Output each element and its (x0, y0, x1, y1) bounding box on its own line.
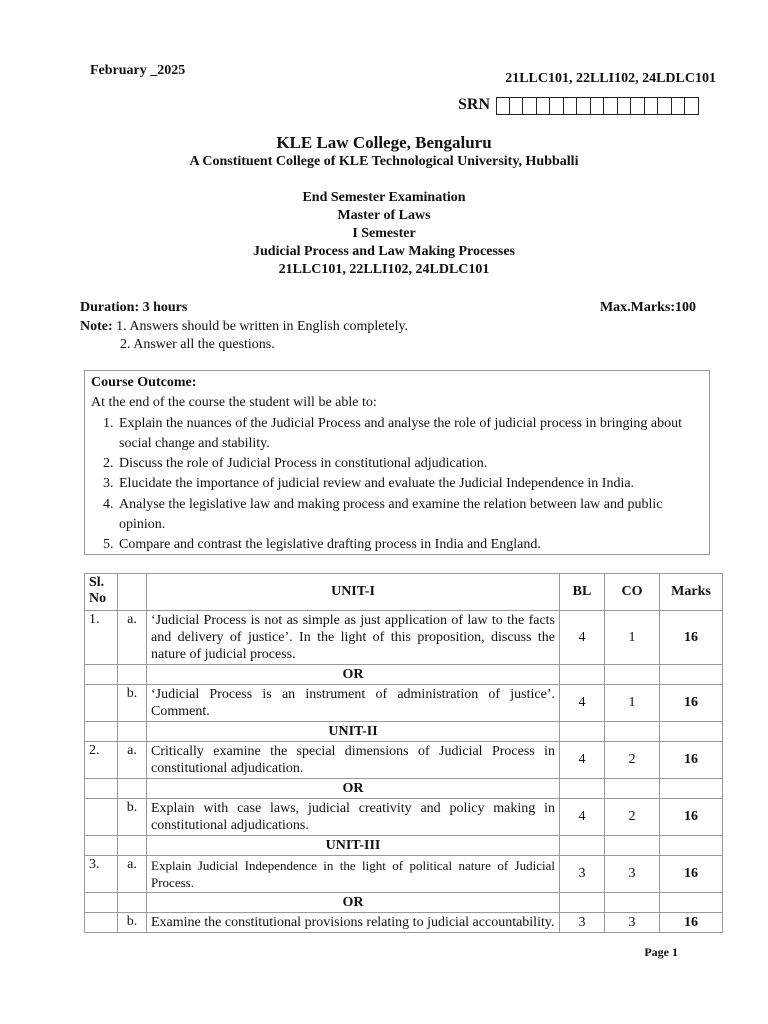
unit-row (85, 722, 723, 742)
question-text: ‘Judicial Process is not as simple as just application of law to the facts and delivery of justice’. In the light of this proposition, discuss the nature of judicial process. (147, 611, 560, 665)
duration: Duration: 3 hours (80, 300, 188, 315)
question-sub: a. (118, 742, 147, 779)
table-row (85, 611, 723, 665)
question-co: 2 (605, 742, 660, 779)
exam-title: End Semester Examination (302, 190, 466, 205)
college-name: KLE Law College, Bengaluru (276, 133, 492, 152)
header-sub (118, 574, 147, 611)
course-outcome-intro: At the end of the course the student will be able to: (91, 395, 377, 411)
course-outcome-item: 2. Discuss the role of Judicial Process in constitutional adjudication. (117, 454, 703, 474)
table-header-row (85, 574, 723, 611)
table-row (85, 856, 723, 893)
college-affiliation: A Constituent College of KLE Technological University, Hubballi (189, 154, 579, 169)
question-table (84, 573, 723, 933)
srn-box (591, 97, 605, 115)
question-sub: b. (118, 685, 147, 722)
note-item-2: 2. Answer all the questions. (120, 337, 275, 352)
srn-box (496, 97, 510, 115)
course-outcome-box (84, 370, 710, 555)
question-marks: 16 (660, 799, 723, 836)
exam-semester: I Semester (352, 226, 416, 241)
course-outcome-item: 4. Analyse the legislative law and making process and examine the relation between law and public opinion. (117, 495, 703, 536)
question-text: Explain with case laws, judicial creativity and policy making in constitutional adjudications. (147, 799, 560, 836)
exam-program: Master of Laws (337, 208, 431, 223)
question-bl: 4 (560, 742, 605, 779)
question-text: Examine the constitutional provisions relating to judicial accountability. (147, 913, 560, 933)
exam-date: February _2025 (90, 63, 186, 78)
question-co: 2 (605, 799, 660, 836)
srn-box (564, 97, 578, 115)
unit-row (85, 836, 723, 856)
srn-box (658, 97, 672, 115)
or-row (85, 665, 723, 685)
srn-box (577, 97, 591, 115)
srn-box (523, 97, 537, 115)
srn-box (645, 97, 659, 115)
question-sub: b. (118, 799, 147, 836)
question-sub: a. (118, 856, 147, 893)
question-co: 3 (605, 913, 660, 933)
srn-label: SRN (458, 96, 491, 113)
question-co: 3 (605, 856, 660, 893)
question-bl: 4 (560, 685, 605, 722)
or-label: OR (147, 665, 560, 685)
table-row (85, 685, 723, 722)
question-bl: 4 (560, 799, 605, 836)
unit-2-heading: UNIT-II (147, 722, 560, 742)
question-bl: 3 (560, 856, 605, 893)
question-marks: 16 (660, 685, 723, 722)
srn-box (537, 97, 551, 115)
course-outcome-item: 3. Elucidate the importance of judicial review and evaluate the Judicial Independence in India. (117, 474, 703, 494)
question-text: Critically examine the special dimensions of Judicial Process in constitutional adjudication. (147, 742, 560, 779)
srn-box (685, 97, 699, 115)
course-outcome-item: 5. Compare and contrast the legislative drafting process in India and England. (117, 535, 703, 555)
exam-codes: 21LLC101, 22LLI102, 24LDLC101 (278, 262, 490, 277)
question-sub: a. (118, 611, 147, 665)
srn-box (604, 97, 618, 115)
question-sub: b. (118, 913, 147, 933)
question-bl: 3 (560, 913, 605, 933)
table-row (85, 742, 723, 779)
question-number: 3. (85, 856, 118, 893)
course-outcome-title: Course Outcome: (91, 375, 197, 390)
question-text: ‘Judicial Process is an instrument of administration of justice’. Comment. (147, 685, 560, 722)
max-marks: Max.Marks:100 (599, 300, 696, 315)
or-label: OR (147, 779, 560, 799)
header-marks: Marks (660, 574, 723, 611)
header-bl: BL (560, 574, 605, 611)
srn-box (510, 97, 524, 115)
page-number: Page 1 (644, 945, 678, 959)
or-row (85, 893, 723, 913)
note-label: Note: (80, 319, 113, 334)
question-text: Explain Judicial Independence in the light of political nature of Judicial Process. (147, 856, 560, 893)
exam-info (0, 189, 768, 279)
srn-box (550, 97, 564, 115)
note-item-1: 1. Answers should be written in English completely. (116, 319, 409, 334)
srn-input-boxes (496, 97, 699, 115)
srn-box (618, 97, 632, 115)
question-number: 2. (85, 742, 118, 779)
header-sl-no: Sl. No (85, 574, 118, 611)
question-co: 1 (605, 611, 660, 665)
question-marks: 16 (660, 611, 723, 665)
table-row (85, 913, 723, 933)
unit-3-heading: UNIT-III (147, 836, 560, 856)
question-marks: 16 (660, 856, 723, 893)
course-outcome-list (91, 414, 703, 556)
header-co: CO (605, 574, 660, 611)
course-codes-top: 21LLC101, 22LLI102, 24LDLC101 (505, 71, 716, 86)
question-bl: 4 (560, 611, 605, 665)
question-number: 1. (85, 611, 118, 665)
instructions-note (80, 318, 408, 354)
srn-box (631, 97, 645, 115)
course-outcome-item: 1. Explain the nuances of the Judicial Process and analyse the role of judicial process in bringing about social change and stability. (117, 414, 703, 455)
srn-box (672, 97, 686, 115)
header-unit-1: UNIT-I (147, 574, 560, 611)
exam-course: Judicial Process and Law Making Processes (253, 244, 515, 259)
or-row (85, 779, 723, 799)
question-marks: 16 (660, 742, 723, 779)
or-label: OR (147, 893, 560, 913)
question-co: 1 (605, 685, 660, 722)
table-row (85, 799, 723, 836)
question-marks: 16 (660, 913, 723, 933)
